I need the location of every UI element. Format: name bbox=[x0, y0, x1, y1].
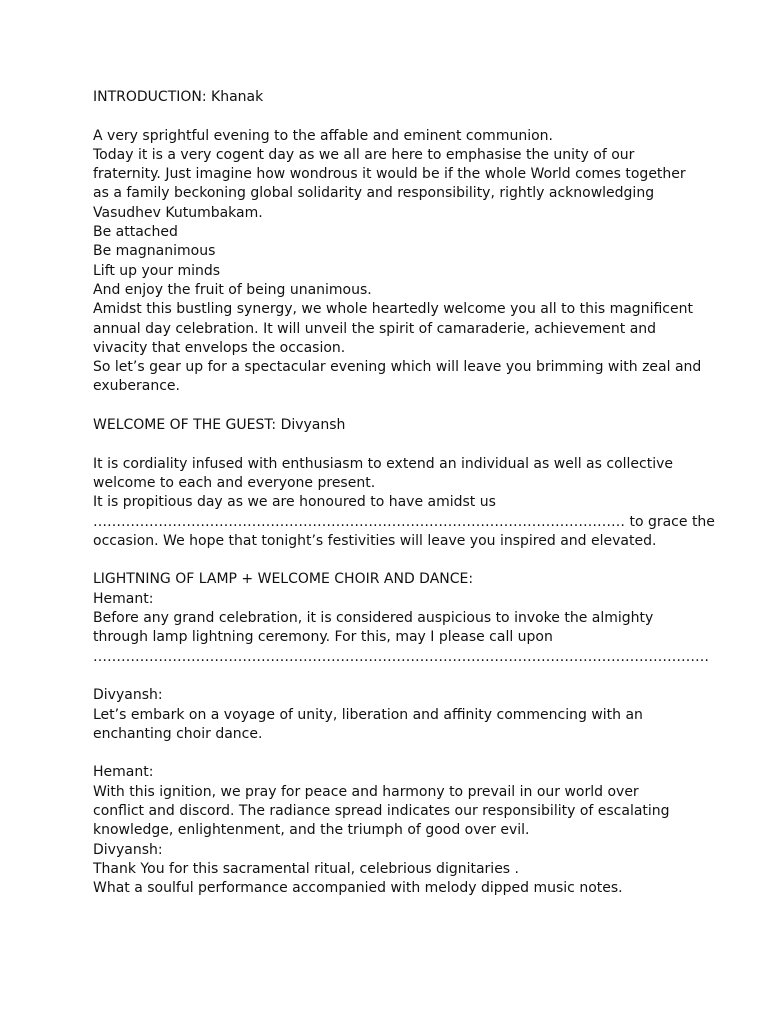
paragraph-line: vivacity that envelops the occasion. bbox=[93, 339, 346, 356]
blank-line bbox=[93, 435, 693, 454]
blank-line bbox=[93, 667, 693, 686]
document-page bbox=[93, 88, 715, 898]
paragraph-line: Before any grand celebration, it is considered auspicious to invoke the almighty bbox=[93, 610, 654, 627]
blank-line bbox=[93, 107, 693, 126]
blank-line bbox=[93, 397, 693, 416]
paragraph-line: Today it is a very cogent day as we all are here to emphasise the unity of our bbox=[93, 146, 635, 163]
section-heading-introduction: INTRODUCTION: Khanak bbox=[93, 89, 264, 105]
section-heading-lighting-of-lamp: LIGHTNING OF LAMP + WELCOME CHOIR AND DANCE: bbox=[93, 571, 474, 588]
paragraph-line: It is propitious day as we are honoured to have amidst us bbox=[93, 494, 496, 511]
paragraph-line: exuberance. bbox=[93, 378, 180, 395]
paragraph-line: So let’s gear up for a spectacular evening which will leave you brimming with zeal and bbox=[93, 359, 702, 376]
paragraph-line: as a family beckoning global solidarity and responsibility, rightly acknowledging bbox=[93, 185, 655, 202]
paragraph-line: A very sprightful evening to the affable and eminent communion. bbox=[93, 127, 553, 144]
paragraph-line: And enjoy the fruit of being unanimous. bbox=[93, 281, 372, 298]
section-heading-welcome-guest: WELCOME OF THE GUEST: Divyansh bbox=[93, 417, 346, 434]
dotted-fill-line: …………………………………………………………………………………………………… to grace the bbox=[93, 513, 715, 530]
paragraph-line: Lift up your minds bbox=[93, 262, 221, 279]
paragraph-line: annual day celebration. It will unveil the spirit of camaraderie, achievement and bbox=[93, 320, 657, 337]
paragraph-line: What a soulful performance accompanied with melody dipped music notes. bbox=[93, 880, 623, 897]
paragraph-line: through lamp lightning ceremony. For this, may I please call upon bbox=[93, 629, 553, 646]
paragraph-line: Be attached bbox=[93, 224, 178, 241]
paragraph-line: welcome to each and everyone present. bbox=[93, 474, 376, 491]
speaker-label: Divyansh: bbox=[93, 841, 163, 858]
paragraph-line: With this ignition, we pray for peace and harmony to prevail in our world over bbox=[93, 783, 639, 800]
paragraph-line: Thank You for this sacramental ritual, celebrious dignitaries . bbox=[93, 860, 520, 877]
paragraph-line: enchanting choir dance. bbox=[93, 725, 263, 742]
blank-line bbox=[93, 744, 693, 763]
paragraph-line: occasion. We hope that tonight’s festivities will leave you inspired and elevated. bbox=[93, 532, 657, 549]
paragraph-line: Let’s embark on a voyage of unity, liberation and affinity commencing with an bbox=[93, 706, 643, 723]
paragraph-line: Vasudhev Kutumbakam. bbox=[93, 204, 263, 221]
paragraph-line: conflict and discord. The radiance spread indicates our responsibility of escalating bbox=[93, 802, 670, 819]
paragraph-line: Amidst this bustling synergy, we whole heartedly welcome you all to this magnificent bbox=[93, 301, 693, 318]
speaker-label: Divyansh: bbox=[93, 687, 163, 704]
paragraph-line: It is cordiality infused with enthusiasm to extend an individual as well as collective bbox=[93, 455, 673, 472]
blank-line bbox=[93, 551, 693, 570]
dotted-fill-line: …………………………………………………………………………………………………………………… bbox=[93, 648, 709, 665]
speaker-label: Hemant: bbox=[93, 590, 154, 607]
paragraph-line: fraternity. Just imagine how wondrous it would be if the whole World comes together bbox=[93, 166, 686, 183]
paragraph-line: Be magnanimous bbox=[93, 243, 216, 260]
paragraph-line: knowledge, enlightenment, and the triumph of good over evil. bbox=[93, 822, 530, 839]
speaker-label: Hemant: bbox=[93, 764, 154, 781]
